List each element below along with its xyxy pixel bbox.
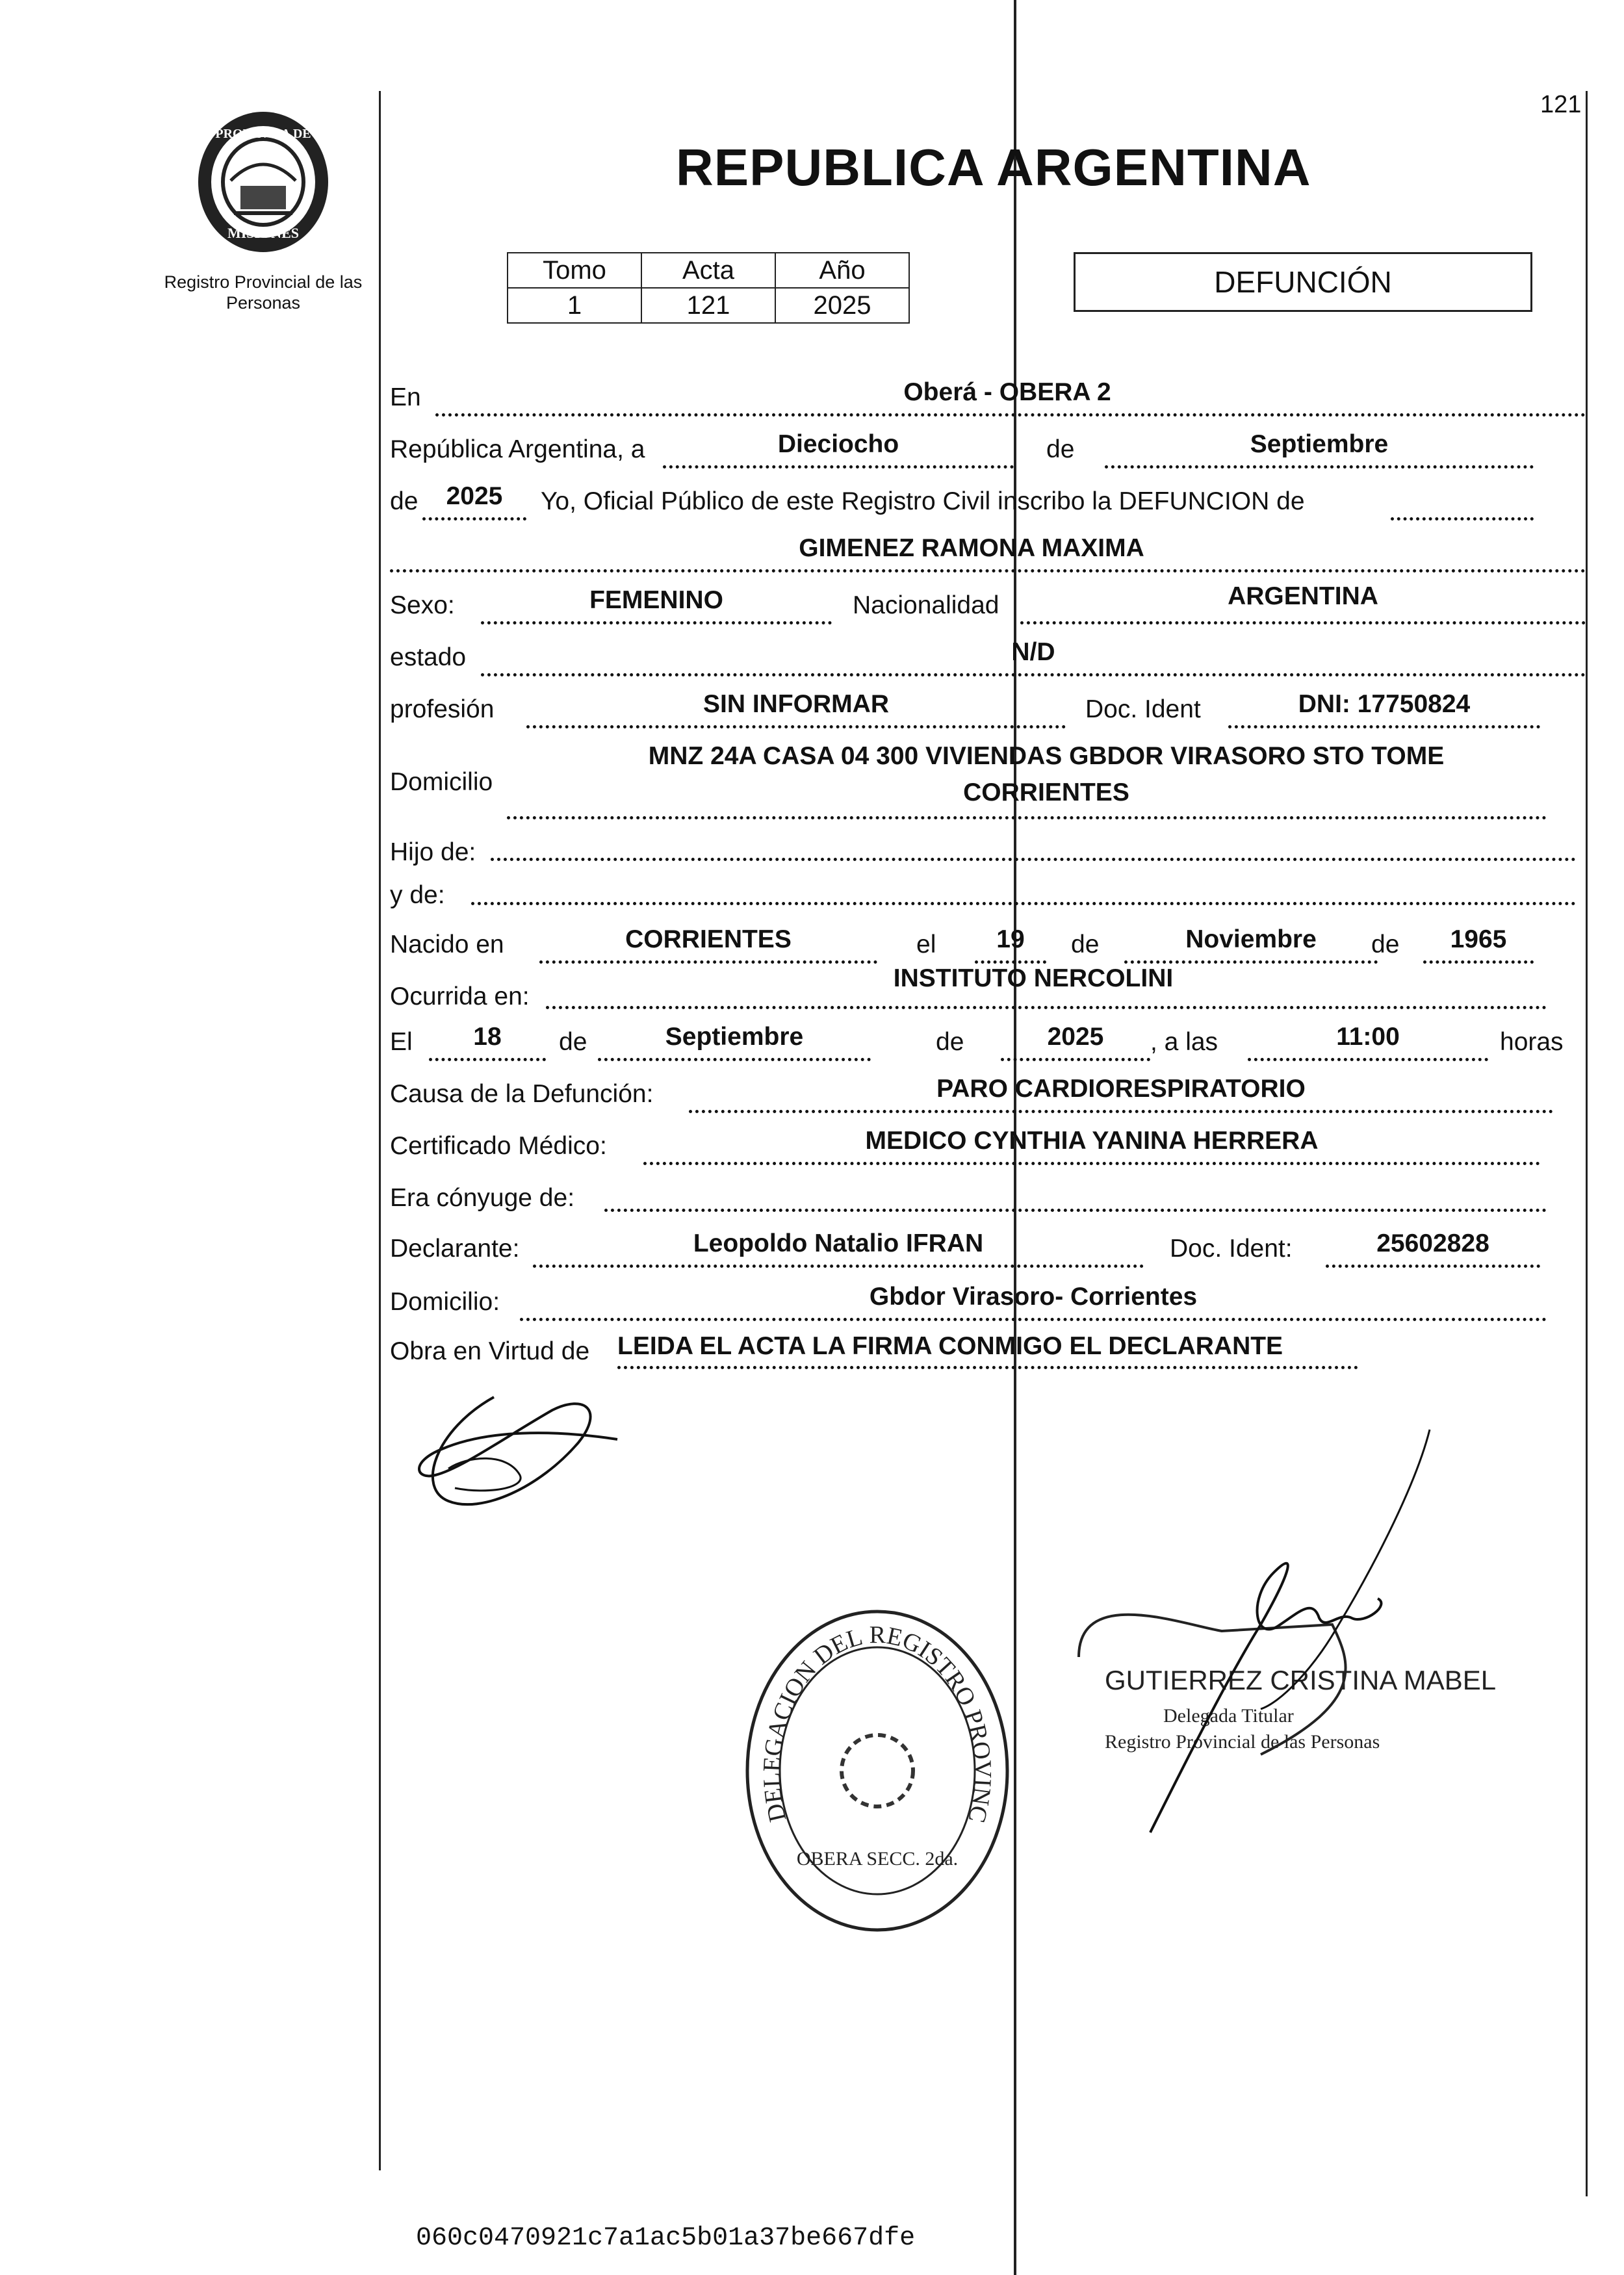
profesion-dotted-line — [526, 725, 1066, 728]
birth-year-dotted-line — [1423, 960, 1534, 964]
a-las-label: , a las — [1150, 1028, 1218, 1056]
en-value: Oberá - OBERA 2 — [903, 378, 1111, 406]
year-value: 2025 — [446, 482, 503, 510]
hijo-label: Hijo de: — [390, 838, 476, 866]
document-hash: 060c0470921c7a1ac5b01a37be667dfe — [416, 2224, 916, 2253]
death-de1-label: de — [559, 1028, 587, 1056]
republica-label: República Argentina, a — [390, 435, 645, 463]
causa-value: PARO CARDIORESPIRATORIO — [936, 1075, 1306, 1103]
doc-value: DNI: 17750824 — [1298, 690, 1471, 718]
registry-stamp-inner: OBERA SECC. 2da. — [796, 1848, 959, 1870]
death-year: 2025 — [1047, 1023, 1104, 1051]
officer-office: Registro Provincial de las Personas — [1105, 1731, 1380, 1753]
doc-dotted-line — [1228, 725, 1540, 728]
profesion-value: SIN INFORMAR — [703, 690, 889, 718]
horas-label: horas — [1500, 1028, 1564, 1056]
declarante-dotted-line — [533, 1265, 1144, 1268]
certificado-label: Certificado Médico: — [390, 1132, 607, 1160]
seal-bottom-text: MISIONES — [227, 225, 300, 241]
sexo-label: Sexo: — [390, 591, 455, 619]
ocurrida-label: Ocurrida en: — [390, 983, 530, 1010]
year-dotted-line — [422, 517, 526, 521]
statement-dotted-line — [1391, 517, 1534, 521]
certificado-value: MEDICO CYNTHIA YANINA HERRERA — [865, 1127, 1319, 1155]
estado-label: estado — [390, 643, 467, 671]
month-dotted-line — [1105, 465, 1534, 469]
name-dotted-line — [390, 569, 1586, 572]
domicilio-line1: MNZ 24A CASA 04 300 VIVIENDAS GBDOR VIRASORO STO TOME — [648, 742, 1445, 770]
ocurrida-value: INSTITUTO NERCOLINI — [893, 964, 1174, 992]
birth-de1-label: de — [1071, 931, 1100, 958]
de-label: de — [1046, 435, 1075, 463]
declarante-value: Leopoldo Natalio IFRAN — [693, 1229, 984, 1257]
causa-label: Causa de la Defunción: — [390, 1080, 654, 1108]
death-time: 11:00 — [1336, 1023, 1400, 1051]
month-text: Septiembre — [1250, 430, 1389, 458]
page-title: REPUBLICA ARGENTINA — [676, 138, 1311, 196]
ocurrida-dotted-line — [546, 1006, 1547, 1009]
birth-de2-label: de — [1371, 931, 1400, 958]
registry-name: Registro Provincial de las Personas — [164, 272, 363, 313]
y-de-dotted-line — [471, 902, 1576, 905]
decl-domicilio-dotted-line — [520, 1318, 1547, 1321]
obra-value: LEIDA EL ACTA LA FIRMA CONMIGO EL DECLARANTE — [617, 1332, 1283, 1360]
death-month: Septiembre — [665, 1023, 804, 1051]
nacionalidad-label: Nacionalidad — [853, 591, 999, 619]
decl-doc-value: 25602828 — [1376, 1229, 1489, 1257]
nacido-place: CORRIENTES — [625, 925, 792, 953]
obra-label: Obra en Virtud de — [390, 1337, 590, 1365]
estado-dotted-line — [481, 673, 1586, 676]
death-day: 18 — [473, 1023, 502, 1051]
statement-text: Yo, Oficial Público de este Registro Civil inscribo la DEFUNCION de — [541, 487, 1305, 515]
domicilio-label: Domicilio — [390, 768, 493, 796]
decl-domicilio-label: Domicilio: — [390, 1288, 500, 1316]
nacionalidad-value: ARGENTINA — [1228, 582, 1378, 610]
record-header-tomo: Tomo — [508, 253, 641, 288]
record-value-acta: 121 — [641, 288, 775, 323]
death-de2-label: de — [936, 1028, 964, 1056]
day-text: Dieciocho — [777, 430, 899, 458]
record-value-ano: 2025 — [775, 288, 909, 323]
day-dotted-line — [663, 465, 1014, 469]
birth-month-dotted-line — [1124, 960, 1378, 964]
death-time-dotted-line — [1248, 1058, 1488, 1061]
birth-day-dotted-line — [975, 960, 1046, 964]
decl-doc-label: Doc. Ident: — [1170, 1235, 1293, 1263]
conyuge-dotted-line — [604, 1209, 1547, 1212]
hijo-dotted-line — [491, 858, 1576, 861]
estado-value: N/D — [1011, 638, 1055, 666]
page-number: 121 — [1540, 91, 1582, 118]
right-margin-rule — [1586, 91, 1588, 2196]
domicilio-dotted-line — [507, 816, 1547, 819]
declarant-signature — [409, 1391, 630, 1514]
nacionalidad-dotted-line — [1020, 621, 1586, 624]
en-dotted-line — [435, 413, 1586, 417]
obra-dotted-line — [617, 1366, 1358, 1369]
registry-stamp-text: DELEGACION DEL REGISTRO PROVINCIAL DE LAS PERSONAS — [732, 1584, 997, 1825]
sexo-dotted-line — [481, 621, 832, 624]
sexo-value: FEMENINO — [589, 586, 723, 614]
el2-label: El — [390, 1028, 413, 1056]
record-header-ano: Año — [775, 253, 909, 288]
conyuge-label: Era cónyuge de: — [390, 1184, 575, 1212]
registry-oval-stamp — [732, 1584, 1014, 1936]
record-table — [507, 252, 910, 324]
left-margin-rule — [379, 91, 381, 2170]
officer-stamp — [1066, 1430, 1497, 1884]
year-prefix: de — [390, 487, 419, 515]
domicilio-line2: CORRIENTES — [963, 778, 1129, 806]
decl-doc-dotted-line — [1326, 1265, 1540, 1268]
y-de-label: y de: — [390, 881, 445, 909]
birth-day: 19 — [996, 925, 1025, 953]
record-header-acta: Acta — [641, 253, 775, 288]
declarante-label: Declarante: — [390, 1235, 520, 1263]
officer-name: GUTIERREZ CRISTINA MABEL — [1105, 1665, 1497, 1695]
decl-domicilio-value: Gbdor Virasoro- Corrientes — [869, 1283, 1198, 1311]
certificado-dotted-line — [643, 1162, 1540, 1165]
death-year-dotted-line — [1001, 1058, 1150, 1061]
record-value-tomo: 1 — [508, 288, 641, 323]
birth-month: Noviembre — [1185, 925, 1317, 953]
deceased-name: GIMENEZ RAMONA MAXIMA — [799, 534, 1144, 562]
el-label: el — [916, 931, 936, 958]
svg-text:DELEGACION DEL REGISTRO PROVIN — [732, 1584, 996, 1825]
death-month-dotted-line — [598, 1058, 871, 1061]
seal-top-text: PROVINCIA DE — [215, 127, 311, 141]
record-type-box: DEFUNCIÓN — [1074, 252, 1532, 312]
death-day-dotted-line — [429, 1058, 546, 1061]
province-seal-logo — [195, 109, 331, 259]
profesion-label: profesión — [390, 695, 495, 723]
doc-label: Doc. Ident — [1085, 695, 1201, 723]
en-label: En — [390, 383, 421, 411]
nacido-place-dotted-line — [539, 960, 877, 964]
birth-year: 1965 — [1450, 925, 1507, 953]
nacido-label: Nacido en — [390, 931, 504, 958]
officer-role: Delegada Titular — [1163, 1705, 1294, 1727]
causa-dotted-line — [689, 1110, 1553, 1113]
